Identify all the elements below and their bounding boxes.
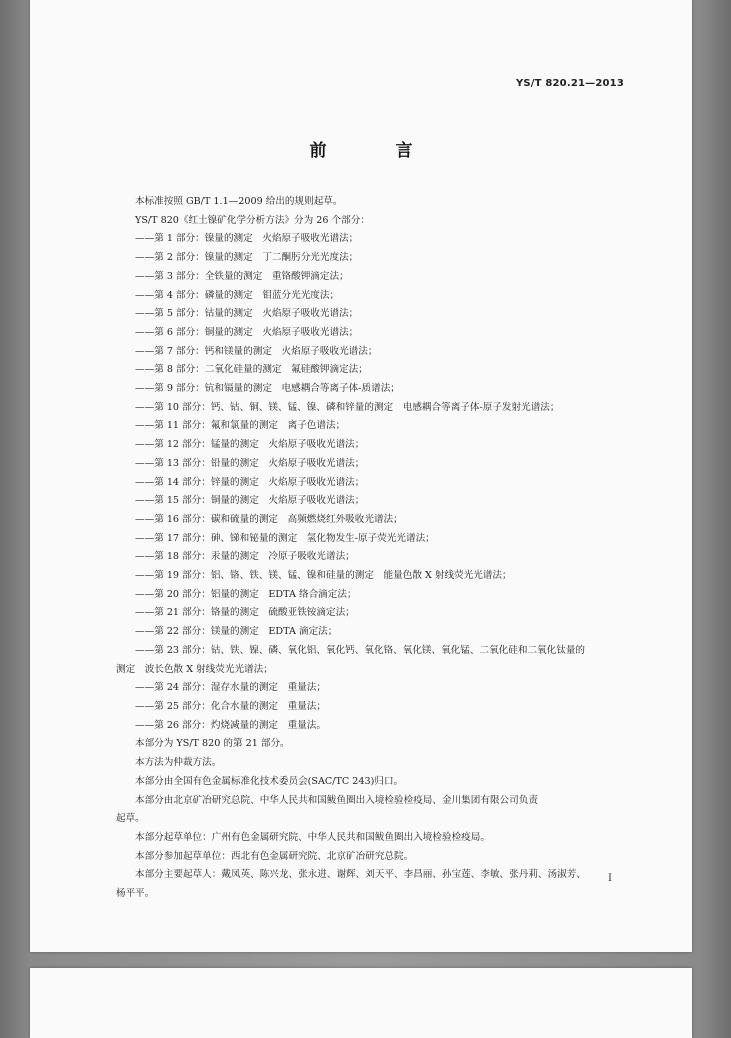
authors-line: 本部分主要起草人：戴凤英、陈兴龙、张永进、谢辉、刘天平、李昌丽、孙宝莲、李敏、张丹莉、汤淑芳、 [135, 869, 586, 881]
part-list-item: ——第 14 部分：锌量的测定 火焰原子吸收光谱法； [135, 476, 365, 488]
part-list-item: ——第 19 部分：铝、铬、铁、镁、锰、镍和硅量的测定 能量色散 X 射线荧光光谱法； [135, 570, 512, 582]
closing-line: 本方法为仲裁方法。 [135, 757, 222, 769]
part-list-item: ——第 20 部分：铝量的测定 EDTA 络合滴定法； [135, 588, 357, 600]
part-list-item: ——第 1 部分：镍量的测定 火焰原子吸收光谱法； [135, 233, 359, 245]
document-page [30, 0, 692, 952]
part-list-item: ——第 22 部分：镁量的测定 EDTA 滴定法； [135, 626, 338, 638]
part-list-item: ——第 6 部分：铜量的测定 火焰原子吸收光谱法； [135, 326, 359, 338]
part-list-item: ——第 26 部分：灼烧减量的测定 重量法。 [135, 719, 326, 731]
part-list-item: ——第 15 部分：铜量的测定 火焰原子吸收光谱法； [135, 495, 365, 507]
part-list-item: ——第 10 部分：钙、钴、铜、镁、锰、镍、磷和锌量的测定 电感耦合等离子体-原子发射光谱法； [135, 401, 560, 413]
part-list-item: ——第 13 部分：铅量的测定 火焰原子吸收光谱法； [135, 457, 365, 469]
part-list-item: ——第 21 部分：铬量的测定 硫酸亚铁铵滴定法； [135, 607, 355, 619]
part-list-item: ——第 4 部分：磷量的测定 钼蓝分光光度法； [135, 289, 340, 301]
intro-line: 本标准按照 GB/T 1.1—2009 给出的规则起草。 [135, 196, 343, 207]
part-list-item: ——第 18 部分：汞量的测定 冷原子吸收光谱法； [135, 551, 355, 563]
closing-line: 本部分由全国有色金属标准化技术委员会(SAC/TC 243)归口。 [135, 775, 404, 787]
part-list-item-23: ——第 23 部分：钴、铁、镍、磷、氧化铝、氧化钙、氧化铬、氧化镁、氧化锰、二氧化硅和二氧化钛量的 [135, 644, 586, 656]
part-list-item: ——第 7 部分：钙和镁量的测定 火焰原子吸收光谱法； [135, 345, 378, 357]
part-list-item: ——第 2 部分：镍量的测定 丁二酮肟分光光度法； [135, 252, 359, 264]
part-list-item: ——第 8 部分：二氧化硅量的测定 氟硅酸钾滴定法； [135, 364, 368, 376]
closing-line: 本部分为 YS/T 820 的第 21 部分。 [135, 738, 290, 750]
part-list-item: ——第 17 部分：砷、锑和铋量的测定 氢化物发生-原子荧光光谱法； [135, 532, 435, 544]
part-list-item: ——第 16 部分：碳和硫量的测定 高频燃烧红外吸收光谱法； [135, 513, 403, 525]
part-list-item: ——第 11 部分：氟和氯量的测定 离子色谱法； [135, 420, 346, 432]
part-list-item: ——第 12 部分：锰量的测定 火焰原子吸收光谱法； [135, 439, 365, 451]
page-number: I [608, 873, 612, 884]
proposer-line: 本部分由北京矿冶研究总院、中华人民共和国鲅鱼圈出入境检验检疫局、金川集团有限公司负责 [135, 794, 538, 806]
part-list-item-23-continued: 测定 波长色散 X 射线荧光光谱法； [116, 663, 273, 675]
part-list-item: ——第 3 部分：全铁量的测定 重铬酸钾滴定法； [135, 270, 349, 282]
part-list-item: ——第 9 部分：钪和镉量的测定 电感耦合等离子体-质谱法； [135, 383, 400, 395]
page-title: 前 言 [309, 141, 439, 161]
participating-units: 本部分参加起草单位：西北有色金属研究院、北京矿冶研究总院。 [135, 850, 414, 862]
intro-line: YS/T 820《红土镍矿化学分析方法》分为 26 个部分： [135, 214, 370, 226]
part-list-item: ——第 5 部分：钴量的测定 火焰原子吸收光谱法； [135, 308, 359, 320]
part-list-item: ——第 25 部分：化合水量的测定 重量法； [135, 700, 326, 712]
standard-code: YS/T 820.21—2013 [515, 78, 624, 89]
part-list-item: ——第 24 部分：湿存水量的测定 重量法； [135, 682, 326, 694]
drafting-units: 本部分起草单位：广州有色金属研究院、中华人民共和国鲅鱼圈出入境检验检疫局。 [135, 831, 490, 843]
authors-line-continued: 杨平平。 [116, 888, 155, 900]
proposer-line-continued: 起草。 [116, 813, 145, 825]
foreword-body [116, 193, 628, 904]
next-page [30, 968, 692, 1038]
